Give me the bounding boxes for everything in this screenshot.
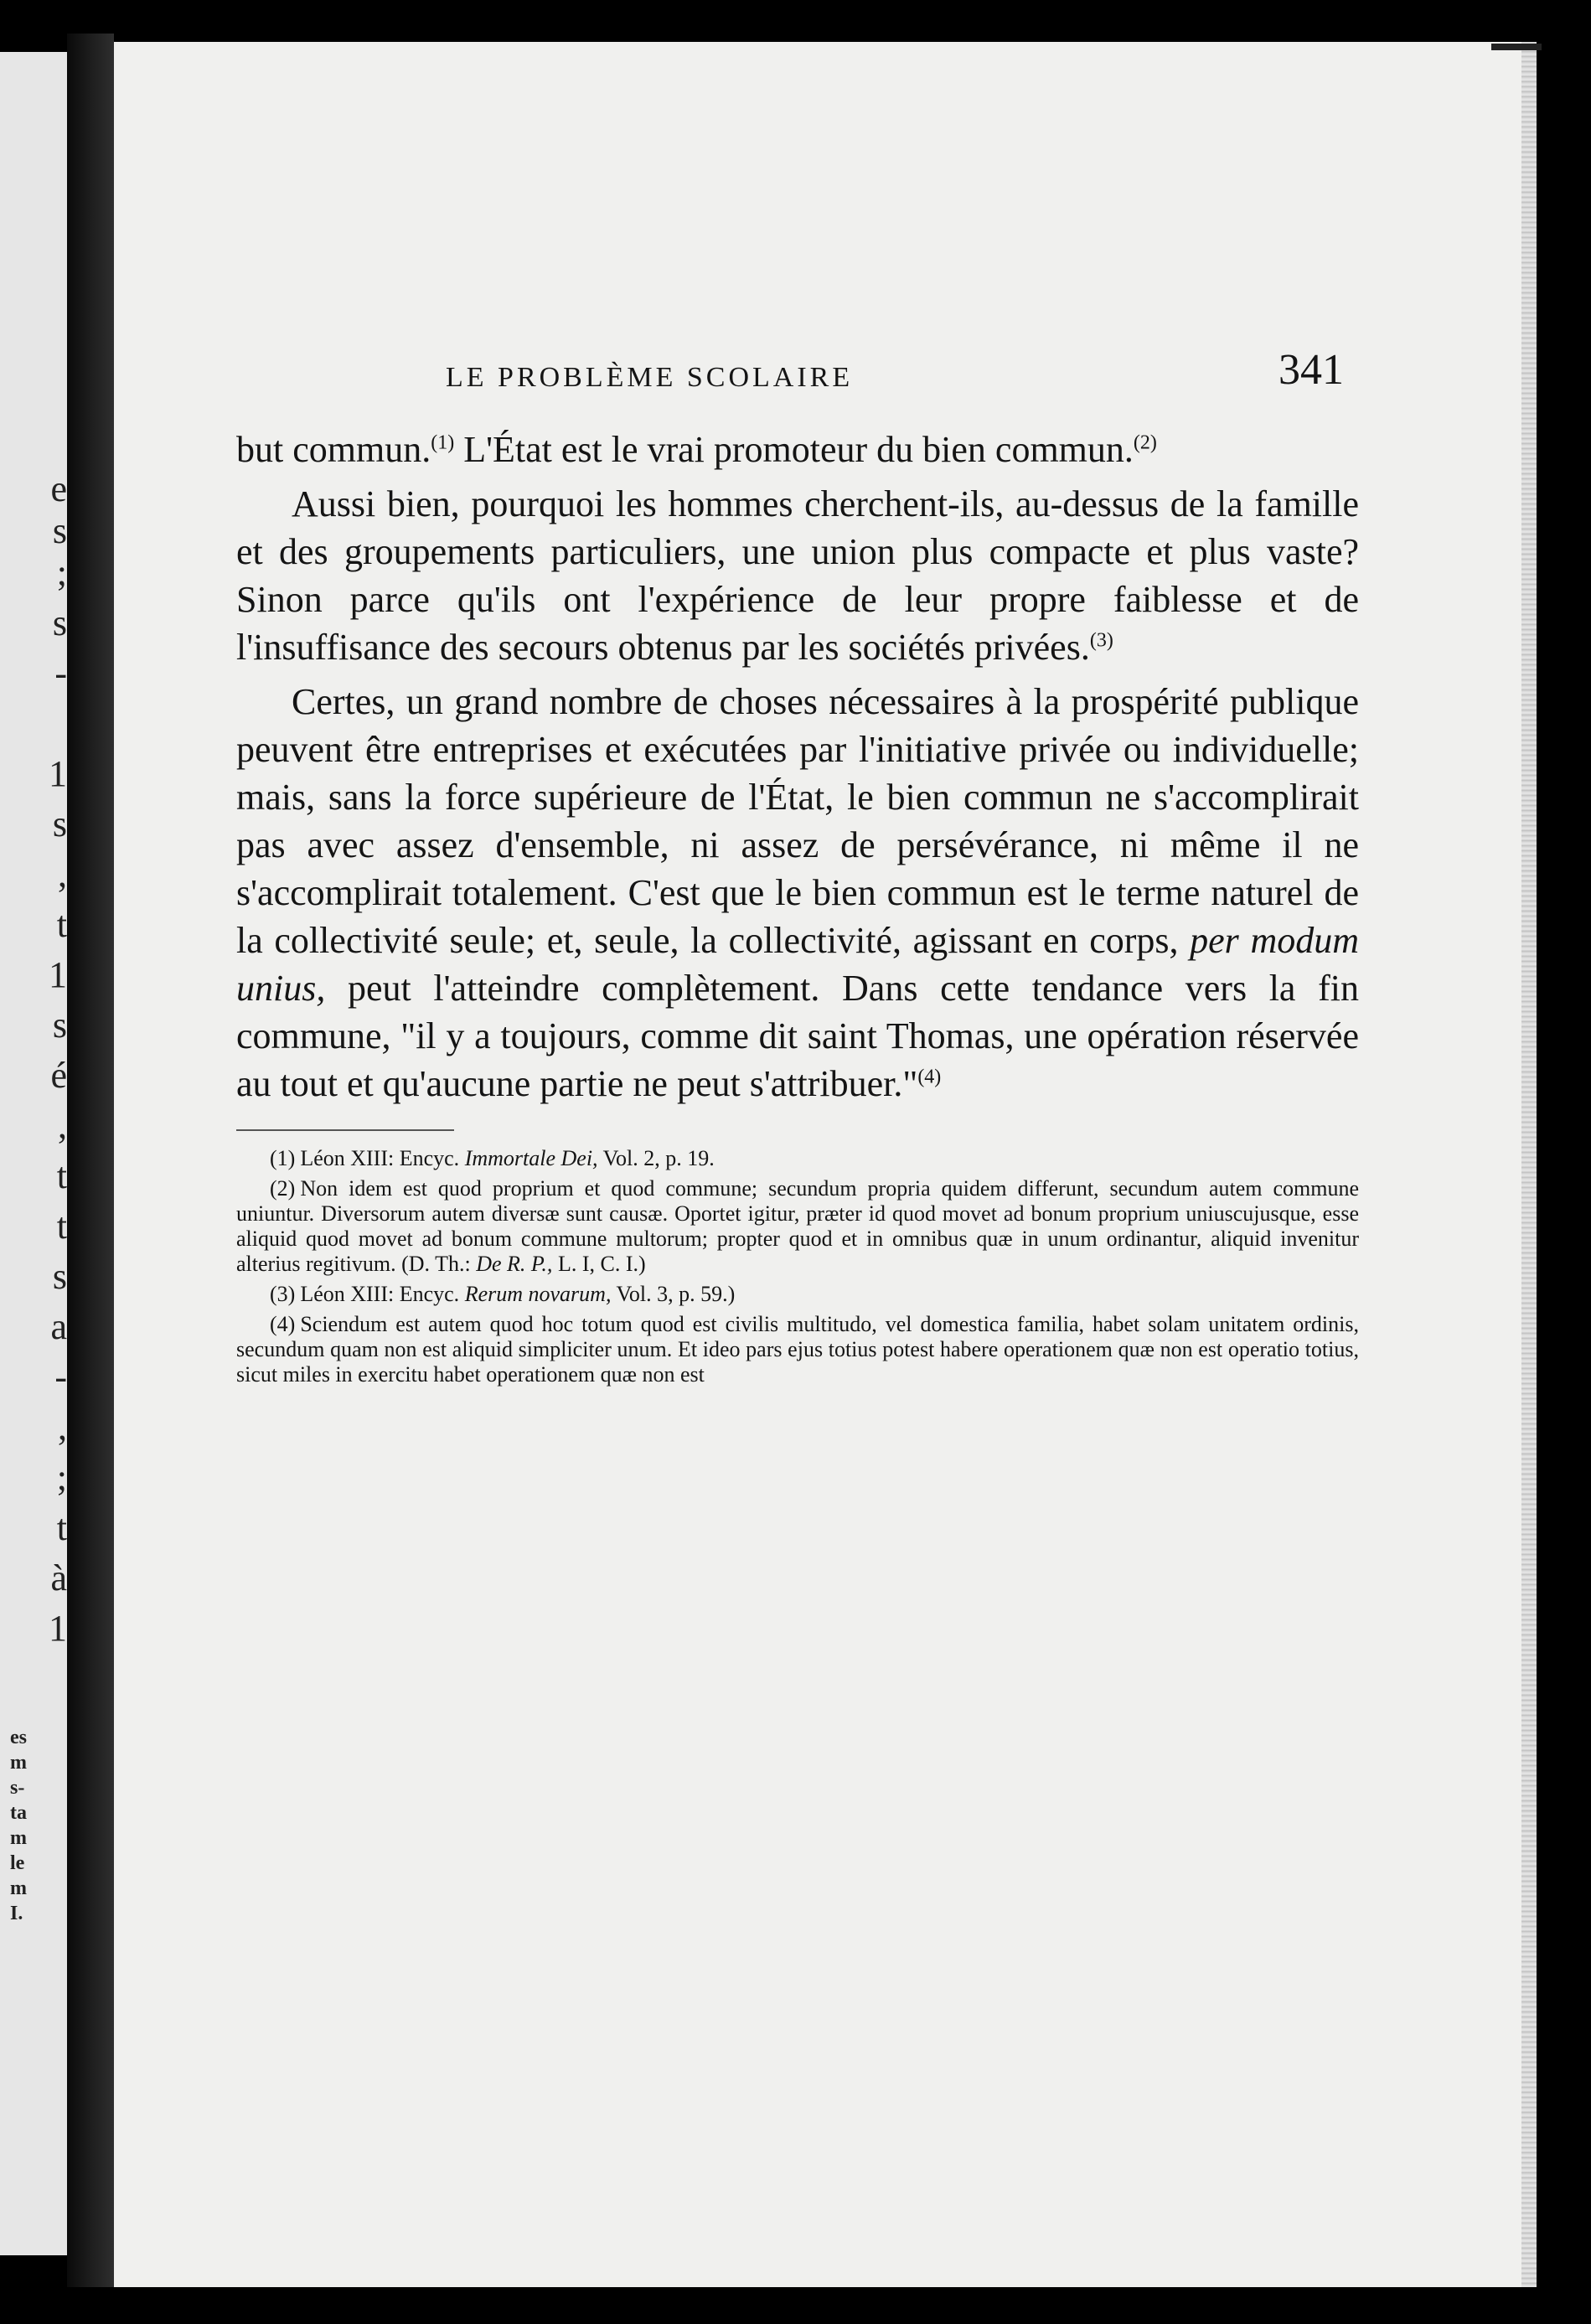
- footnote-number: (1): [270, 1146, 296, 1170]
- facing-page-fragment: s: [52, 1004, 67, 1046]
- facing-page-fragment: m: [10, 1752, 27, 1774]
- facing-page-fragment: es: [10, 1727, 27, 1748]
- footnote: [236, 1282, 1359, 1307]
- facing-page-fragment: ;: [56, 1457, 67, 1498]
- italic-text: De R. P.,: [476, 1252, 553, 1276]
- italic-text: Immortale Dei,: [464, 1146, 598, 1170]
- footnote-reference: (2): [1133, 431, 1157, 454]
- text-run: peut l'atteindre complètement. Dans cette tendance vers la fin commune, "il y a toujours, comme dit saint Thomas, une opération réservée au tout et qu'aucune partie ne peut s'attribuer.": [236, 968, 1359, 1104]
- facing-page-fragment: ta: [10, 1802, 27, 1824]
- facing-page-fragment: -: [54, 653, 67, 694]
- footnote: [236, 1176, 1359, 1277]
- page-content: [236, 327, 1359, 1392]
- footnote-number: (2): [270, 1176, 296, 1201]
- facing-page-fragment: e: [50, 468, 67, 509]
- facing-page-margin-fragments: [5, 52, 67, 2255]
- facing-page-fragment: 1: [49, 753, 67, 794]
- text-run: Non idem est quod proprium et quod commune; secundum propria quidem differunt, secundum autem commune uniuntur. Diversorum autem diversæ sunt causæ. Oportet igitur, præter id quod movet ad bonum proprium uniuscujusque, esse aliquid quod movet ad bonum commune multorum; propter quod et in omnibus quæ in unum ordinantur, aliquid invenitur alterius regitivum. (D. Th.:: [236, 1176, 1359, 1276]
- facing-page-fragment: le: [10, 1852, 25, 1874]
- text-run: Vol. 3, p. 59.): [611, 1282, 736, 1306]
- scan-mark: [1491, 44, 1542, 50]
- text-run: L. I, C. I.): [552, 1252, 646, 1276]
- facing-page-fragment: ,: [58, 1105, 67, 1146]
- footnote-number: (4): [270, 1312, 296, 1336]
- facing-page-fragment: s: [52, 803, 67, 844]
- facing-page-fragment: t: [56, 904, 67, 945]
- footnote-reference: (4): [917, 1066, 942, 1088]
- text-run: Vol. 2, p. 19.: [597, 1146, 715, 1170]
- footnote-reference: (1): [431, 431, 455, 454]
- running-header: [236, 327, 1359, 394]
- facing-page-fragment: m: [10, 1827, 27, 1849]
- footnote-number: (3): [270, 1282, 296, 1306]
- running-head-title: LE PROBLÈME SCOLAIRE: [446, 362, 854, 393]
- page-number: 341: [1278, 346, 1344, 394]
- facing-page-fragment: s: [52, 602, 67, 643]
- facing-page-fragment: I.: [10, 1903, 23, 1924]
- facing-page-fragment: ,: [58, 1407, 67, 1448]
- footnote-reference: (3): [1089, 629, 1113, 652]
- footnote: [236, 1146, 1359, 1171]
- facing-page-fragment: m: [10, 1877, 27, 1899]
- book-gutter: [67, 34, 114, 2287]
- italic-text: per modum unius,: [236, 920, 1359, 1009]
- footnote-divider: [236, 1129, 454, 1131]
- facing-page-fragment: 1: [49, 1608, 67, 1649]
- book-page: [114, 42, 1521, 2287]
- text-run: but commun.: [236, 429, 431, 470]
- facing-page-fragment: t: [56, 1507, 67, 1548]
- facing-page-fragment: 1: [49, 954, 67, 995]
- facing-page-fragment: à: [50, 1557, 67, 1598]
- paragraph: [236, 426, 1359, 473]
- paragraph: [236, 678, 1359, 1108]
- text-run: Léon XIII: Encyc.: [300, 1146, 465, 1170]
- facing-page-fragment: ,: [58, 854, 67, 895]
- body-text: [236, 426, 1359, 1108]
- text-run: Sciendum est autem quod hoc totum quod est civilis multitudo, vel domestica familia, habet solam unitatem ordinis, secundum quam non est aliquid simpliciter unum. Et ideo pars ejus totius potest habere operationem quæ non est operatio totius, sicut miles in exercitu habet operationem quæ non est: [236, 1312, 1359, 1387]
- text-run: Aussi bien, pourquoi les hommes cherchent-ils, au-dessus de la famille et des groupements particuliers, une union plus compacte et plus vaste? Sinon parce qu'ils ont l'expérience de leur propre faiblesse et de l'insuffisance des secours obtenus par les sociétés privées.: [236, 483, 1359, 668]
- facing-page-fragment: a: [50, 1306, 67, 1347]
- facing-page-fragment: -: [54, 1356, 67, 1397]
- text-run: Léon XIII: Encyc.: [300, 1282, 465, 1306]
- footnote: [236, 1312, 1359, 1387]
- facing-page-fragment: ;: [56, 552, 67, 593]
- facing-page-fragment: é: [50, 1055, 67, 1096]
- text-run: L'État est le vrai promoteur du bien commun.: [454, 429, 1134, 470]
- facing-page-fragment: s-: [10, 1777, 25, 1799]
- page-edge: [1521, 42, 1537, 2287]
- facing-page-fragment: t: [56, 1155, 67, 1196]
- facing-page-fragment: t: [56, 1206, 67, 1247]
- facing-page-fragment: s: [52, 510, 67, 551]
- italic-text: Rerum novarum,: [464, 1282, 612, 1306]
- paragraph: [236, 480, 1359, 671]
- facing-page: [0, 52, 67, 2255]
- footnotes: [236, 1146, 1359, 1387]
- text-run: Certes, un grand nombre de choses nécessaires à la prospérité publique peuvent être entreprises et exécutées par l'initiative privée ou individuelle; mais, sans la force supérieure de l'État, le bien commun ne s'accomplirait pas avec assez d'ensemble, ni assez de persévérance, ni même il ne s'accomplirait totalement. C'est que le bien commun est le terme naturel de la collectivité seule; et, seule, la collectivité, agissant en corps,: [236, 681, 1359, 961]
- facing-page-fragment: s: [52, 1256, 67, 1297]
